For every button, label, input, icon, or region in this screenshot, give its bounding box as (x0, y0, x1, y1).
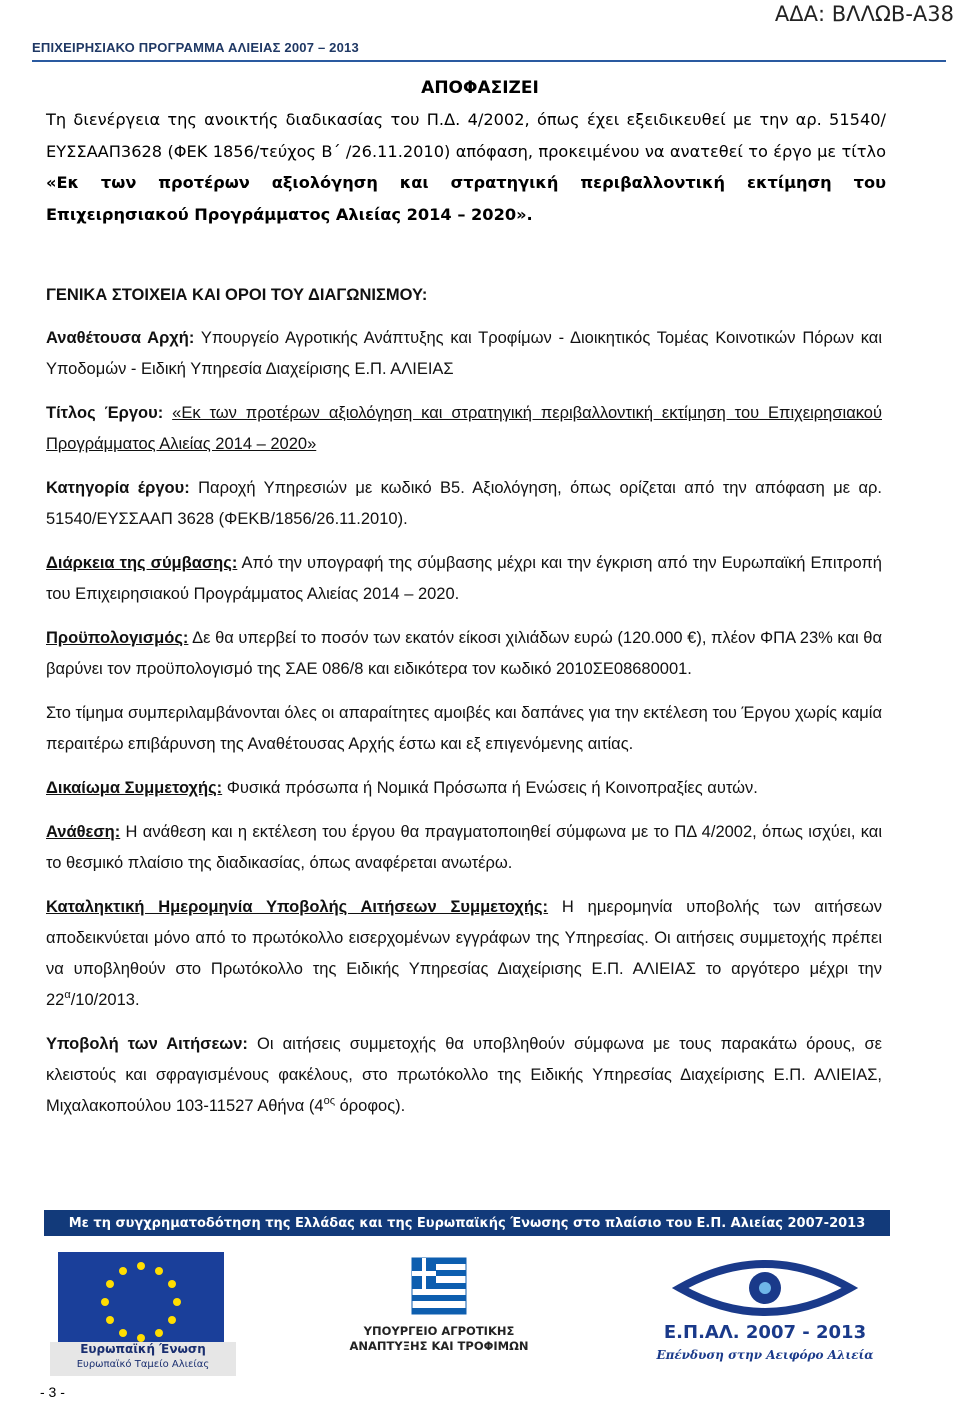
duration-text: Από την υπογραφή της σύμβασης μέχρι και την έγκριση από την Ευρωπαϊκή Επιτροπή του Επιχειρησιακού Προγράμματος Αλιείας 2014 – 2020. (46, 554, 882, 603)
ada-code: ΑΔΑ: ΒΛΛΩΒ-Α38 (774, 2, 954, 26)
eu-name: Ευρωπαϊκή Ένωση (80, 1342, 206, 1356)
eye-icon (640, 1252, 890, 1322)
ministry-name: ΥΠΟΥΡΓΕΙΟ ΑΓΡΟΤΙΚΗΣ ΑΝΑΠΤΥΞΗΣ ΚΑΙ ΤΡΟΦΙΜΩΝ (349, 1324, 529, 1353)
intro-project-title: «Εκ των προτέρων αξιολόγηση και στρατηγική περιβαλλοντική εκτίμηση του Επιχειρησιακού Προγράμματος Αλιείας 2014 – 2020». (46, 173, 886, 224)
project-title-text: «Εκ των προτέρων αξιολόγηση και στρατηγική περιβαλλοντική εκτίμηση του Επιχειρησιακού Προγράμματος Αλιείας 2014 – 2020» (46, 404, 882, 453)
intro-paragraph (46, 104, 886, 230)
epal-title: Ε.Π.ΑΛ. 2007 - 2013 (663, 1322, 867, 1343)
project-title-label: Τίτλος Έργου: (46, 404, 164, 422)
eu-label (50, 1342, 236, 1376)
participation-paragraph (46, 773, 882, 804)
authority-text: Υπουργείο Αγροτικής Ανάπτυξης και Τροφίμων - Διοικητικός Τομέας Κοινοτικών Πόρων και Υποδομών - Ειδική Υπηρεσία Διαχείρισης Ε.Π. ΑΛΙΕΙΑΣ (46, 329, 883, 378)
price-note-paragraph: Στο τίμημα συμπεριλαμβάνονται όλες οι απαραίτητες αμοιβές και δαπάνες για την εκτέλεση του Έργου χωρίς καμία περαιτέρω επιβάρυνση της Αναθέτουσας Αρχής έστω και εξ επιγενόμενης αιτίας. (46, 704, 882, 753)
epal-logo (640, 1252, 890, 1376)
category-paragraph (46, 473, 882, 535)
header-divider (32, 60, 946, 62)
budget-paragraph (46, 623, 882, 685)
deadline-tail: /10/2013. (70, 991, 140, 1009)
eu-fund-name: Ευρωπαϊκό Ταμείο Αλιείας (76, 1359, 210, 1370)
ministry-logo (334, 1254, 544, 1366)
duration-label: Διάρκεια της σύμβασης: (46, 554, 238, 572)
participation-text: Φυσικά πρόσωπα ή Νομικά Πρόσωπα ή Ενώσεις ή Κοινοπραξίες αυτών. (222, 779, 758, 797)
category-text: Παροχή Υπηρεσιών με κωδικό Β5. Αξιολόγηση, όπως ορίζεται από την απόφαση με αρ. 51540/ΕΥΣΣΑΑΠ 3628 (ΦΕΚΒ/1856/26.11.2010). (46, 479, 882, 528)
submission-text: Οι αιτήσεις συμμετοχής θα υποβληθούν σύμφωνα με τους παρακάτω όρους, σε κλειστούς και σφραγισμένους φακέλους, στο πρωτόκολλο της Ειδικής Υπηρεσίας Διαχείρισης Ε.Π. ΑΛΙΕΙΑΣ, Μιχαλακοπούλου 103-11527 Αθήνα (4 (46, 1035, 882, 1115)
participation-label: Δικαίωμα Συμμετοχής: (46, 779, 223, 797)
submission-label: Υποβολή των Αιτήσεων: (46, 1035, 248, 1053)
intro-text: Τη διενέργεια της ανοικτής διαδικασίας του Π.Δ. 4/2002, όπως έχει εξειδικευθεί με την αρ. 51540/ΕΥΣΣΑΑΠ3628 (ΦΕΚ 1856/τεύχος Β΄ /26.11.2010) απόφαση, προκειμένου να ανατεθεί το έργο με τίτλο (46, 110, 886, 161)
duration-paragraph (46, 548, 882, 610)
document-header: ΕΠΙΧΕΙΡΗΣΙΑΚΟ ΠΡΟΓΡΑΜΜΑ ΑΛΙΕΙΑΣ 2007 – 2013 (32, 40, 359, 55)
category-label: Κατηγορία έργου: (46, 479, 190, 497)
section-heading: ΓΕΝΙΚΑ ΣΤΟΙΧΕΙΑ ΚΑΙ ΟΡΟΙ ΤΟΥ ΔΙΑΓΩΝΙΣΜΟΥ: (46, 286, 428, 304)
submission-superscript: ος (323, 1095, 336, 1107)
epal-slogan: Επένδυση στην Αειφόρο Αλιεία (656, 1348, 874, 1362)
decision-title: ΑΠΟΦΑΣΙΖΕΙ (421, 78, 539, 98)
assignment-paragraph (46, 817, 882, 879)
authority-paragraph (46, 323, 882, 385)
submission-tail: όροφος). (335, 1097, 406, 1115)
budget-label: Προϋπολογισμός: (46, 629, 189, 647)
eu-logo (50, 1252, 236, 1372)
deadline-paragraph (46, 892, 882, 1016)
document-body (46, 280, 882, 1135)
assignment-label: Ανάθεση: (46, 823, 121, 841)
deadline-label: Καταληκτική Ημερομηνία Υποβολής Αιτήσεων Συμμετοχής: (46, 898, 549, 916)
authority-label: Αναθέτουσα Αρχή: (46, 329, 195, 347)
deadline-superscript: α (64, 989, 71, 1001)
deadline-text: Η ημερομηνία υποβολής των αιτήσεων αποδεικνύεται μόνο από το πρωτόκολλο εισερχομένων εγγράφων της Υπηρεσίας. Οι αιτήσεις συμμετοχής πρέπει να υποβληθούν στο Πρωτόκολλο της Ειδικής Υπηρεσίας Διαχείρισης Ε.Π. ΑΛΙΕΙΑΣ το αργότερο μέχρι την 22 (46, 898, 882, 1009)
assignment-text: Η ανάθεση και η εκτέλεση του έργου θα πραγματοποιηθεί σύμφωνα με το ΠΔ 4/2002, όπως ισχύει, και το θεσμικό πλαίσιο της διαδικασίας, όπως αναφέρεται ανωτέρω. (46, 823, 882, 872)
cofunding-banner: Με τη συγχρηματοδότηση της Ελλάδας και της Ευρωπαϊκής Ένωσης στο πλαίσιο του Ε.Π. Αλιείας 2007-2013 (44, 1210, 890, 1236)
project-title-paragraph (46, 398, 882, 460)
submission-paragraph (46, 1029, 882, 1122)
greek-flag-icon (334, 1254, 544, 1322)
budget-text: Δε θα υπερβεί το ποσόν των εκατόν είκοσι χιλιάδων ευρώ (120.000 €), πλέον ΦΠΑ 23% και θα βαρύνει τον προϋπολογισμό της ΣΑΕ 086/8 και ειδικότερα τον κωδικό 2010ΣΕ08680001. (46, 629, 882, 678)
page-number: - 3 - (40, 1384, 65, 1400)
